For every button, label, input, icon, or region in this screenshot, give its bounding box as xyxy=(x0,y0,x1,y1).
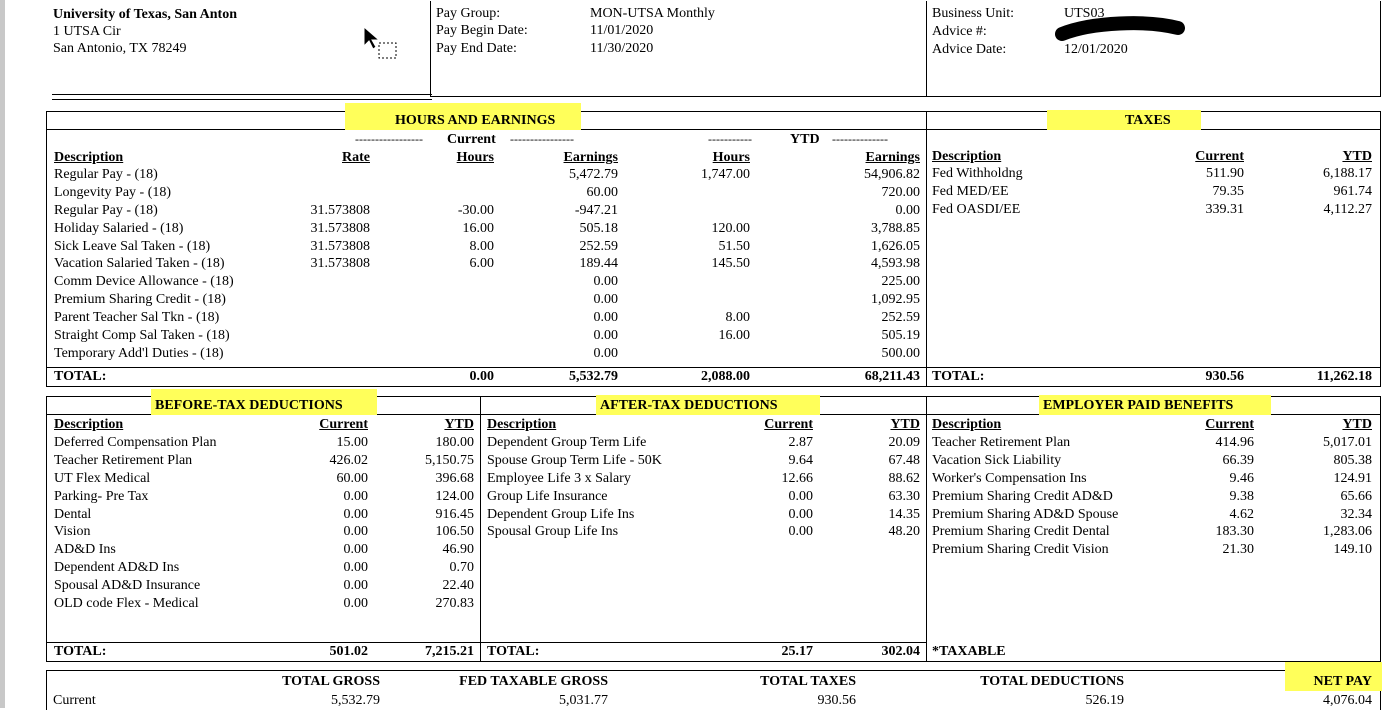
before-tax-ytd: 106.50 xyxy=(435,524,474,540)
earnings-description: Vacation Salaried Taken - (18) xyxy=(54,256,225,272)
earnings-description: Regular Pay - (18) xyxy=(54,167,158,182)
before-tax-ytd: 5,150.75 xyxy=(425,452,474,468)
after-tax-description: Spousal Group Life Ins xyxy=(487,524,619,540)
summary-header-deductions: TOTAL DEDUCTIONS xyxy=(980,674,1124,689)
earnings-amount: 189.44 xyxy=(579,256,618,272)
summary-header-taxes: TOTAL TAXES xyxy=(760,674,856,689)
tax-description: Fed MED/EE xyxy=(932,183,1009,199)
employer-benefit-description: Premium Sharing Credit Vision xyxy=(932,542,1109,558)
earnings-header-description: Description xyxy=(54,150,124,165)
advice-number-label: Advice #: xyxy=(932,24,987,39)
after-tax-description: Dependent Group Term Life xyxy=(487,435,647,450)
earnings-description: Regular Pay - (18) xyxy=(54,202,158,218)
before-tax-description: Spousal AD&D Insurance xyxy=(54,578,201,594)
employer-benefit-ytd: 5,017.01 xyxy=(1323,435,1372,450)
summary-current-taxes: 930.56 xyxy=(817,693,856,708)
earnings-taxes-divider xyxy=(926,111,927,387)
advice-date-label: Advice Date: xyxy=(932,42,1007,57)
earnings-ytd-amount: 0.00 xyxy=(895,202,920,218)
before-tax-current: 15.00 xyxy=(336,435,368,450)
earnings-description: Longevity Pay - (18) xyxy=(54,184,172,200)
earnings-hours: 16.00 xyxy=(462,220,494,236)
earnings-ytd-hours: 145.50 xyxy=(711,256,750,272)
pay-group-value: MON-UTSA Monthly xyxy=(590,6,715,21)
earnings-amount: 252.59 xyxy=(579,238,618,254)
pay-end-value: 11/30/2020 xyxy=(590,41,654,56)
before-tax-header-description: Description xyxy=(54,417,124,432)
employer-benefit-current: 9.46 xyxy=(1229,470,1254,486)
before-tax-description: Vision xyxy=(54,524,91,540)
tax-ytd: 4,112.27 xyxy=(1323,201,1372,217)
employer-benefits-header-ytd: YTD xyxy=(1342,417,1372,432)
earnings-ytd-amount: 500.00 xyxy=(881,345,920,361)
before-tax-description: Dental xyxy=(54,506,92,522)
after-tax-ytd: 48.20 xyxy=(888,524,920,540)
earnings-hours: 8.00 xyxy=(469,238,494,254)
earnings-ytd-amount: 1,092.95 xyxy=(871,292,920,308)
header-rule-bottom xyxy=(52,99,432,100)
employer-address-line1: 1 UTSA Cir xyxy=(53,24,121,39)
earnings-row xyxy=(0,327,926,345)
before-tax-ytd: 0.70 xyxy=(449,560,474,576)
tax-row xyxy=(0,201,1382,219)
employer-benefit-ytd: 65.66 xyxy=(1340,488,1372,504)
taxes-header-current: Current xyxy=(1195,149,1244,164)
tax-current: 511.90 xyxy=(1206,166,1244,181)
employer-benefit-row xyxy=(0,541,1382,559)
earnings-amount: 60.00 xyxy=(586,184,618,200)
earnings-total-ytd-hours: 2,088.00 xyxy=(701,369,750,384)
employer-benefit-ytd: 149.10 xyxy=(1333,542,1372,558)
after-tax-header-description: Description xyxy=(487,417,557,432)
before-tax-description: OLD code Flex - Medical xyxy=(54,596,199,612)
before-tax-current: 0.00 xyxy=(343,506,368,522)
earnings-amount: 0.00 xyxy=(593,345,618,361)
earnings-row xyxy=(0,238,926,256)
employer-benefit-ytd: 32.34 xyxy=(1340,506,1372,522)
earnings-ytd-hours: 120.00 xyxy=(711,220,750,236)
before-tax-ytd: 396.68 xyxy=(435,470,474,486)
tax-row xyxy=(0,165,1382,183)
after-tax-current: 0.00 xyxy=(788,488,813,504)
after-tax-ytd: 63.30 xyxy=(888,488,920,504)
taxes-total-current: 930.56 xyxy=(1205,369,1244,384)
pay-group-label: Pay Group: xyxy=(436,6,501,21)
earnings-total-ytd-amount: 68,211.43 xyxy=(864,369,920,384)
employer-benefit-description: Vacation Sick Liability xyxy=(932,452,1062,468)
earnings-amount: 5,472.79 xyxy=(569,167,618,182)
employer-benefits-rows xyxy=(0,434,1382,559)
after-tax-current: 0.00 xyxy=(788,506,813,522)
earnings-ytd-hours: 51.50 xyxy=(718,238,750,254)
employer-benefit-row xyxy=(0,470,1382,488)
after-tax-total-ytd: 302.04 xyxy=(881,644,920,659)
ytd-dashes-right: -------------- xyxy=(832,132,888,146)
tax-description: Fed Withholdng xyxy=(932,166,1023,181)
employer-benefit-description: Premium Sharing Credit Dental xyxy=(932,524,1110,540)
employer-benefit-current: 183.30 xyxy=(1215,524,1254,540)
after-tax-ytd: 14.35 xyxy=(888,506,920,522)
tax-description: Fed OASDI/EE xyxy=(932,201,1021,217)
earnings-ytd-amount: 1,626.05 xyxy=(871,238,920,254)
before-tax-current: 0.00 xyxy=(343,524,368,540)
earnings-rate: 31.573808 xyxy=(310,202,370,218)
earnings-header-earnings: Earnings xyxy=(563,150,618,165)
earnings-row xyxy=(0,273,926,291)
earnings-description: Sick Leave Sal Taken - (18) xyxy=(54,238,211,254)
business-unit-label: Business Unit: xyxy=(932,6,1015,21)
before-tax-header-ytd: YTD xyxy=(444,417,474,432)
earnings-row xyxy=(0,255,926,273)
after-tax-header-current: Current xyxy=(764,417,813,432)
before-tax-header-current: Current xyxy=(319,417,368,432)
employer-benefit-current: 4.62 xyxy=(1229,506,1254,522)
earnings-amount: 0.00 xyxy=(593,274,618,290)
summary-current-gross: 5,532.79 xyxy=(331,693,380,708)
employer-benefit-ytd: 805.38 xyxy=(1333,452,1372,468)
employer-address-line2: San Antonio, TX 78249 xyxy=(53,41,187,56)
taxes-total-label: TOTAL: xyxy=(932,369,985,384)
current-dashes-left: ----------------- xyxy=(355,132,423,146)
after-tax-header-ytd: YTD xyxy=(890,417,920,432)
before-tax-description: Dependent AD&D Ins xyxy=(54,560,180,576)
earnings-total-hours: 0.00 xyxy=(469,369,494,384)
earnings-total-label: TOTAL: xyxy=(54,369,107,384)
before-tax-row xyxy=(0,577,480,595)
before-tax-ytd: 22.40 xyxy=(442,578,474,594)
summary-header-net-pay: NET PAY xyxy=(1313,674,1372,689)
after-tax-description: Group Life Insurance xyxy=(487,488,608,504)
before-tax-current: 0.00 xyxy=(343,596,368,612)
current-group-label: Current xyxy=(447,132,496,147)
current-dashes-right: ---------------- xyxy=(510,132,574,146)
before-tax-current: 0.00 xyxy=(343,560,368,576)
after-tax-total-label: TOTAL: xyxy=(487,644,540,659)
earnings-description: Holiday Salaried - (18) xyxy=(54,220,184,236)
earnings-ytd-amount: 4,593.98 xyxy=(871,256,920,272)
before-tax-current: 0.00 xyxy=(343,488,368,504)
pay-begin-label: Pay Begin Date: xyxy=(436,23,528,38)
earnings-hours: -30.00 xyxy=(457,202,494,218)
earnings-header-ytd-hours: Hours xyxy=(712,150,750,165)
earnings-amount: 0.00 xyxy=(593,328,618,344)
earnings-header-hours: Hours xyxy=(456,150,494,165)
employer-benefit-current: 21.30 xyxy=(1222,542,1254,558)
after-tax-current: 9.64 xyxy=(788,452,813,468)
earnings-row xyxy=(0,309,926,327)
taxes-title-highlight xyxy=(1047,110,1201,130)
taxes-title: TAXES xyxy=(1125,113,1171,128)
before-tax-ytd: 916.45 xyxy=(435,506,474,522)
employer-benefits-header-current: Current xyxy=(1205,417,1254,432)
taxes-header-ytd: YTD xyxy=(1342,149,1372,164)
tax-ytd: 961.74 xyxy=(1333,183,1372,199)
employer-benefit-row xyxy=(0,452,1382,470)
earnings-ytd-amount: 252.59 xyxy=(881,310,920,326)
before-tax-current: 60.00 xyxy=(336,470,368,486)
earnings-rate: 31.573808 xyxy=(310,220,370,236)
earnings-header-ytd-earnings: Earnings xyxy=(865,150,920,165)
employer-benefit-row xyxy=(0,506,1382,524)
after-tax-description: Employee Life 3 x Salary xyxy=(487,470,631,486)
summary-header-fed-taxable: FED TAXABLE GROSS xyxy=(459,674,608,689)
summary-current-net-pay: 4,076.04 xyxy=(1323,693,1372,708)
taxable-note: *TAXABLE xyxy=(932,644,1006,659)
before-tax-ytd: 124.00 xyxy=(435,488,474,504)
pay-begin-value: 11/01/2020 xyxy=(590,23,654,38)
tax-current: 79.35 xyxy=(1212,183,1244,199)
employer-benefit-current: 414.96 xyxy=(1215,435,1254,450)
before-tax-row xyxy=(0,595,480,613)
summary-current-deductions: 526.19 xyxy=(1085,693,1124,708)
earnings-hours: 6.00 xyxy=(469,256,494,272)
employer-benefits-title: EMPLOYER PAID BENEFITS xyxy=(1043,398,1234,413)
after-tax-ytd: 20.09 xyxy=(888,435,920,450)
earnings-ytd-amount: 720.00 xyxy=(881,184,920,200)
mouse-pointer-icon xyxy=(362,26,402,64)
employer-benefit-description: Premium Sharing Credit AD&D xyxy=(932,488,1113,504)
earnings-description: Temporary Add'l Duties - (18) xyxy=(54,345,224,361)
employer-benefit-current: 66.39 xyxy=(1222,452,1254,468)
after-tax-description: Dependent Group Life Ins xyxy=(487,506,635,522)
earnings-ytd-amount: 505.19 xyxy=(881,328,920,344)
before-tax-current: 0.00 xyxy=(343,578,368,594)
after-tax-total-current: 25.17 xyxy=(781,644,813,659)
tax-ytd: 6,188.17 xyxy=(1323,166,1372,181)
redaction-mark xyxy=(1052,14,1192,48)
employer-benefit-row xyxy=(0,488,1382,506)
earnings-amount: 505.18 xyxy=(579,220,618,236)
before-tax-total-current: 501.02 xyxy=(329,644,368,659)
earnings-ytd-hours: 16.00 xyxy=(718,328,750,344)
earnings-row xyxy=(0,291,926,309)
earnings-ytd-amount: 225.00 xyxy=(881,274,920,290)
ytd-dashes-left: ----------- xyxy=(708,132,752,146)
before-tax-row xyxy=(0,559,480,577)
before-tax-description: UT Flex Medical xyxy=(54,470,151,486)
earnings-row xyxy=(0,345,926,363)
earnings-amount: 0.00 xyxy=(593,310,618,326)
before-tax-total-ytd: 7,215.21 xyxy=(425,644,474,659)
tax-current: 339.31 xyxy=(1205,201,1244,217)
before-tax-description: Teacher Retirement Plan xyxy=(54,452,193,468)
before-tax-description: AD&D Ins xyxy=(54,542,116,558)
employer-benefit-description: Premium Sharing AD&D Spouse xyxy=(932,506,1119,522)
header-rule-top xyxy=(52,94,432,95)
after-tax-current: 12.66 xyxy=(781,470,813,486)
employer-benefit-row xyxy=(0,523,1382,541)
before-tax-ytd: 270.83 xyxy=(435,596,474,612)
earnings-ytd-hours: 8.00 xyxy=(725,310,750,326)
after-tax-description: Spouse Group Term Life - 50K xyxy=(487,452,662,468)
earnings-header-rate: Rate xyxy=(342,150,370,165)
before-tax-total-label: TOTAL: xyxy=(54,644,107,659)
tax-row xyxy=(0,183,1382,201)
after-tax-title: AFTER-TAX DEDUCTIONS xyxy=(600,398,778,413)
after-tax-current: 2.87 xyxy=(788,435,813,450)
earnings-title: HOURS AND EARNINGS xyxy=(395,113,556,128)
before-tax-title: BEFORE-TAX DEDUCTIONS xyxy=(155,398,343,413)
before-tax-ytd: 180.00 xyxy=(435,435,474,450)
before-tax-description: Parking- Pre Tax xyxy=(54,488,149,504)
pay-end-label: Pay End Date: xyxy=(436,41,517,56)
earnings-row xyxy=(0,220,926,238)
earnings-total-amount: 5,532.79 xyxy=(569,369,618,384)
earnings-description: Comm Device Allowance - (18) xyxy=(54,274,234,290)
after-tax-ytd: 88.62 xyxy=(888,470,920,486)
after-tax-ytd: 67.48 xyxy=(888,452,920,468)
earnings-description: Parent Teacher Sal Tkn - (18) xyxy=(54,310,220,326)
earnings-ytd-hours: 1,747.00 xyxy=(701,167,750,182)
earnings-rate: 31.573808 xyxy=(310,256,370,272)
employer-benefit-ytd: 1,283.06 xyxy=(1323,524,1372,540)
before-tax-current: 426.02 xyxy=(329,452,368,468)
earnings-description: Straight Comp Sal Taken - (18) xyxy=(54,328,230,344)
summary-header-gross: TOTAL GROSS xyxy=(282,674,380,689)
employer-benefit-description: Teacher Retirement Plan xyxy=(932,435,1071,450)
earnings-ytd-amount: 54,906.82 xyxy=(864,167,920,182)
before-tax-current: 0.00 xyxy=(343,542,368,558)
summary-current-fed-taxable: 5,031.77 xyxy=(559,693,608,708)
business-unit-value: UTS03 xyxy=(1064,6,1105,21)
taxes-total-ytd: 11,262.18 xyxy=(1316,369,1372,384)
ytd-group-label: YTD xyxy=(790,132,820,147)
employer-benefits-header-description: Description xyxy=(932,417,1002,432)
taxes-rows xyxy=(0,165,1382,219)
before-tax-ytd: 46.90 xyxy=(442,542,474,558)
employer-name: University of Texas, San Anton xyxy=(53,7,237,22)
taxes-header-description: Description xyxy=(932,149,1002,164)
earnings-amount: -947.21 xyxy=(574,202,618,218)
employer-benefit-ytd: 124.91 xyxy=(1333,470,1372,486)
before-tax-description: Deferred Compensation Plan xyxy=(54,435,217,450)
earnings-rate: 31.573808 xyxy=(310,238,370,254)
employer-benefit-description: Worker's Compensation Ins xyxy=(932,470,1087,486)
earnings-ytd-amount: 3,788.85 xyxy=(871,220,920,236)
advice-date-value: 12/01/2020 xyxy=(1064,42,1128,57)
employer-benefit-current: 9.38 xyxy=(1229,488,1254,504)
employer-benefit-row xyxy=(0,434,1382,452)
earnings-amount: 0.00 xyxy=(593,292,618,308)
earnings-description: Premium Sharing Credit - (18) xyxy=(54,292,226,308)
after-tax-current: 0.00 xyxy=(788,524,813,540)
summary-current-label: Current xyxy=(53,693,96,708)
